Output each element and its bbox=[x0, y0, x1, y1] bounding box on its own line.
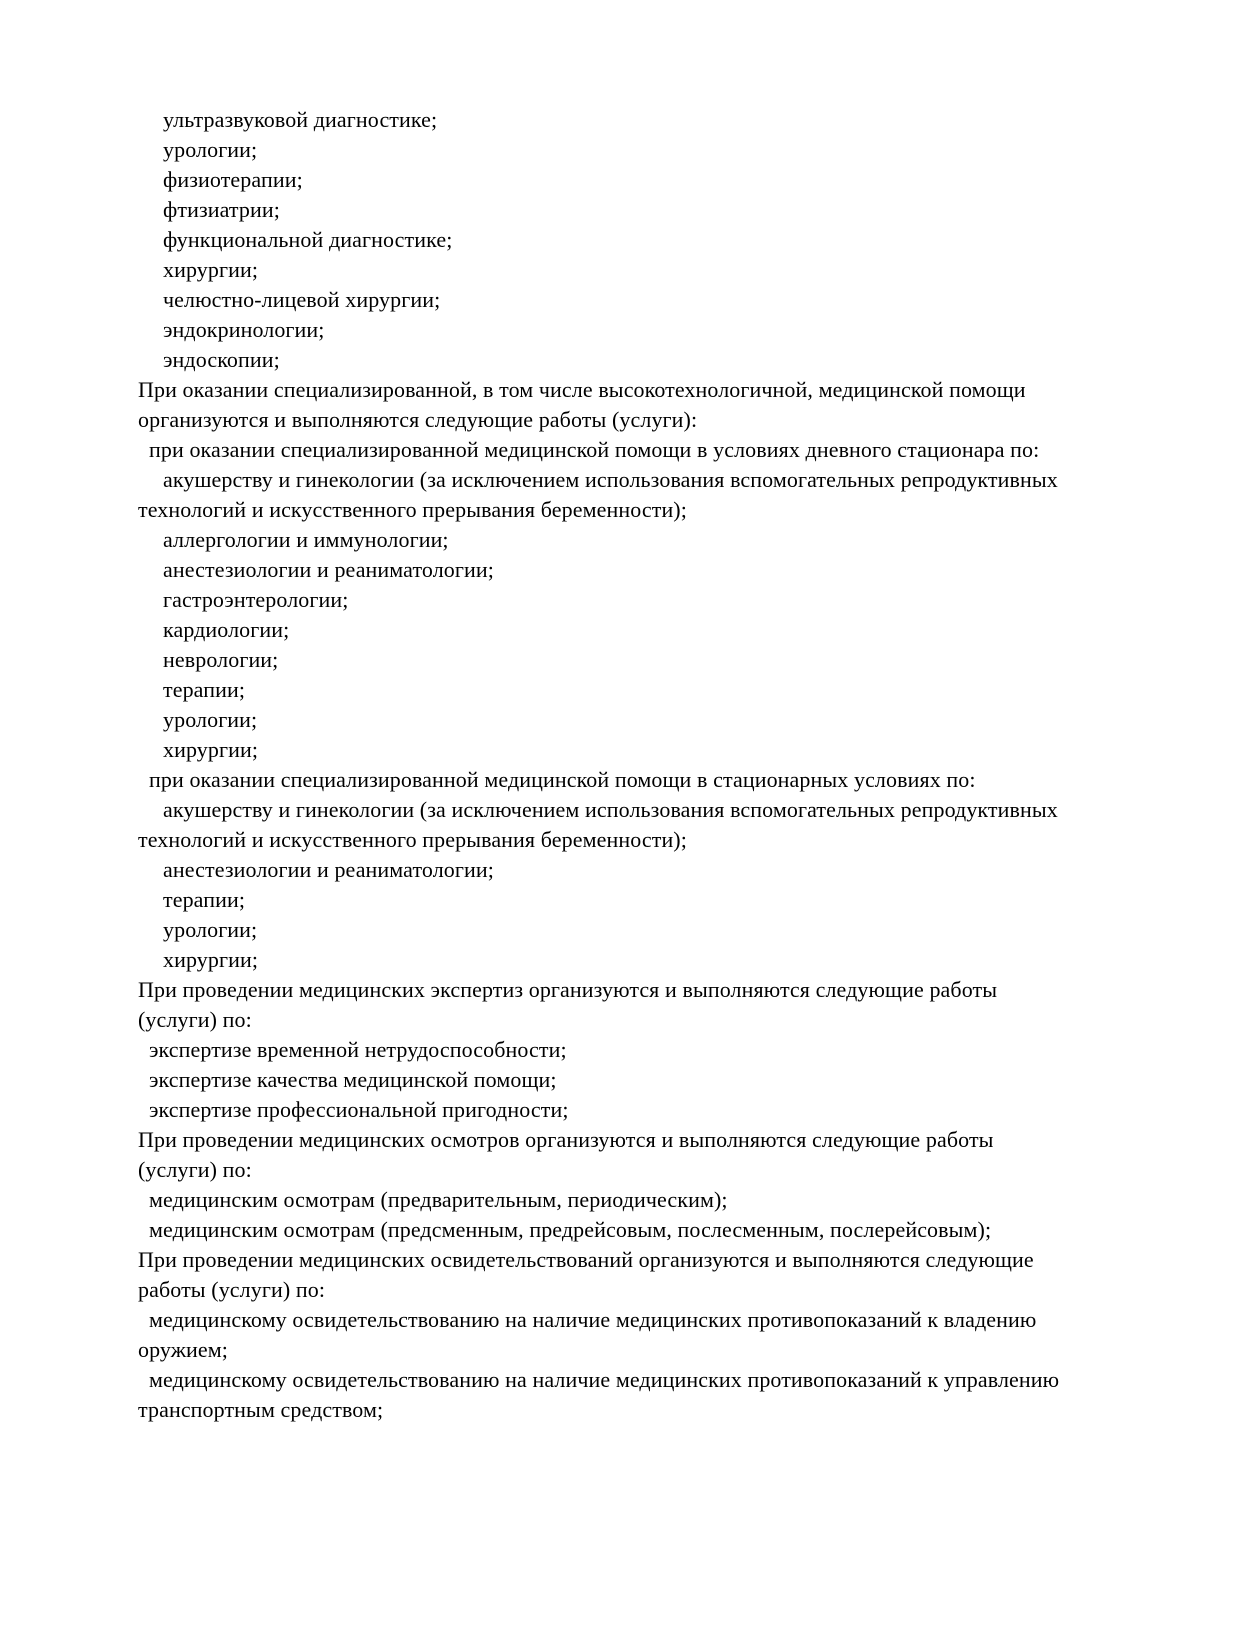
document-line: оружием; bbox=[138, 1337, 228, 1362]
document-line: медицинским осмотрам (предсменным, предрейсовым, послесменным, послерейсовым); bbox=[149, 1217, 992, 1242]
document-line: организуются и выполняются следующие работы (услуги): bbox=[138, 407, 698, 432]
document-line: При оказании специализированной, в том числе высокотехнологичной, медицинской помощи bbox=[138, 377, 1026, 402]
document-line: хирургии; bbox=[163, 947, 259, 972]
document-line: технологий и искусственного прерывания беременности); bbox=[138, 497, 687, 522]
document-line: кардиологии; bbox=[163, 617, 290, 642]
document-line: урологии; bbox=[163, 707, 258, 732]
document-line: транспортным средством; bbox=[138, 1397, 384, 1422]
document-line: урологии; bbox=[163, 917, 258, 942]
document-line: медицинскому освидетельствованию на наличие медицинских противопоказаний к управлению bbox=[149, 1367, 1060, 1392]
document-line: гастроэнтерологии; bbox=[163, 587, 349, 612]
document-line: медицинским осмотрам (предварительным, периодическим); bbox=[149, 1187, 728, 1212]
document-line: урологии; bbox=[163, 137, 258, 162]
license-works-services-list bbox=[138, 105, 1198, 1425]
document-line: При проведении медицинских экспертиз организуются и выполняются следующие работы bbox=[138, 977, 998, 1002]
document-line: физиотерапии; bbox=[163, 167, 303, 192]
document-line: аллергологии и иммунологии; bbox=[163, 527, 449, 552]
document-line: при оказании специализированной медицинской помощи в условиях дневного стационара по: bbox=[149, 437, 1040, 462]
document-line: акушерству и гинекологии (за исключением использования вспомогательных репродуктивных bbox=[163, 797, 1058, 822]
document-line: акушерству и гинекологии (за исключением использования вспомогательных репродуктивных bbox=[163, 467, 1058, 492]
document-line: челюстно-лицевой хирургии; bbox=[163, 287, 441, 312]
document-line: терапии; bbox=[163, 677, 246, 702]
document-line: ультразвуковой диагностике; bbox=[163, 107, 438, 132]
document-line: хирургии; bbox=[163, 257, 259, 282]
document-line: экспертизе качества медицинской помощи; bbox=[149, 1067, 557, 1092]
document-line: анестезиологии и реаниматологии; bbox=[163, 857, 494, 882]
document-line: эндоскопии; bbox=[163, 347, 280, 372]
document-line: фтизиатрии; bbox=[163, 197, 280, 222]
document-line: эндокринологии; bbox=[163, 317, 325, 342]
document-line: неврологии; bbox=[163, 647, 279, 672]
document-line: экспертизе временной нетрудоспособности; bbox=[149, 1037, 567, 1062]
document-line: анестезиологии и реаниматологии; bbox=[163, 557, 494, 582]
document-line: работы (услуги) по: bbox=[138, 1277, 326, 1302]
document-line: При проведении медицинских осмотров организуются и выполняются следующие работы bbox=[138, 1127, 994, 1152]
document-line: медицинскому освидетельствованию на наличие медицинских противопоказаний к владению bbox=[149, 1307, 1037, 1332]
document-line: экспертизе профессиональной пригодности; bbox=[149, 1097, 569, 1122]
document-line: (услуги) по: bbox=[138, 1157, 252, 1182]
document-line: (услуги) по: bbox=[138, 1007, 252, 1032]
document-line: При проведении медицинских освидетельствований организуются и выполняются следующие bbox=[138, 1247, 1034, 1272]
document-line: технологий и искусственного прерывания беременности); bbox=[138, 827, 687, 852]
document-line: терапии; bbox=[163, 887, 246, 912]
document-line: функциональной диагностике; bbox=[163, 227, 453, 252]
document-line: хирургии; bbox=[163, 737, 259, 762]
document-line: при оказании специализированной медицинской помощи в стационарных условиях по: bbox=[149, 767, 976, 792]
